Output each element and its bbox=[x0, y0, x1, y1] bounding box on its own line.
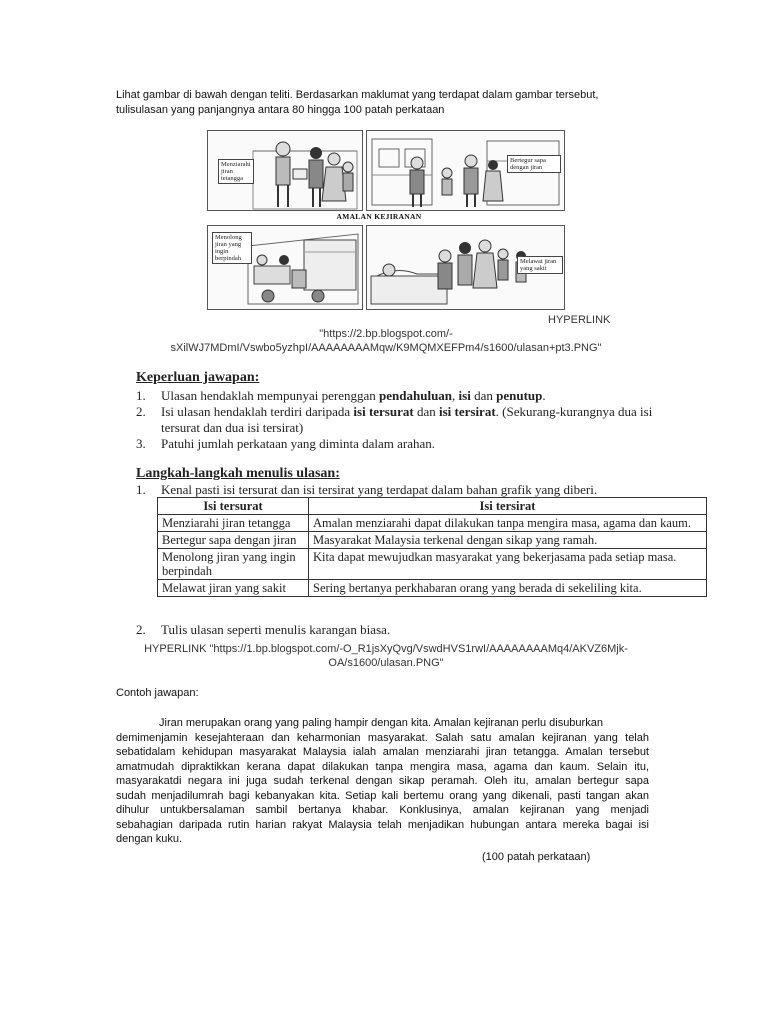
caption-visiting: Menziarahi jiran tetangga bbox=[218, 159, 254, 184]
paragraph-line: dengan kuku. bbox=[116, 833, 183, 845]
hyperlink-url-line-1[interactable]: "https://2.bp.blogspot.com/- bbox=[319, 328, 453, 340]
paragraph-line: sebahagian daripada rutin harian rakyat Malaysia telah menjadikan hubungan antara mereka bagai isi bbox=[116, 818, 649, 831]
keperluan-list bbox=[136, 388, 696, 458]
item-bold: isi tersurat bbox=[353, 404, 414, 419]
langkah-heading: Langkah-langkah menulis ulasan: bbox=[136, 466, 340, 481]
step-text: Kenal pasti isi tersurat dan isi tersirat yang terdapat dalam bahan grafik yang diberi. bbox=[161, 482, 598, 497]
caption-sick: Melawat jiran yang sakit bbox=[517, 256, 563, 274]
instruction-line-1: Lihat gambar di bawah dengan teliti. Berdasarkan maklumat yang terdapat dalam gambar tersebut, bbox=[116, 89, 599, 101]
item-text: dan bbox=[470, 388, 497, 403]
caption-greeting: Bertegur sapa dengan jiran bbox=[507, 155, 561, 173]
item-text: Isi ulasan hendaklah terdiri daripada bbox=[161, 404, 354, 419]
paragraph-line: demimenjamin kesejahteraan dan keharmonian masyarakat. Salah satu amalan kejiranan yang telah bbox=[116, 731, 649, 744]
table-cell: Bertegur sapa dengan jiran bbox=[158, 532, 309, 549]
step-number: 1. bbox=[136, 482, 146, 497]
contoh-paragraph bbox=[116, 716, 649, 847]
table-cell: Kita dapat mewujudkan masyarakat yang bekerjasama pada setiap masa. bbox=[309, 549, 707, 580]
table-cell: Masyarakat Malaysia terkenal dengan sikap yang ramah. bbox=[309, 532, 707, 549]
item-text: . (Sekurang-kurangnya dua isi bbox=[495, 404, 653, 419]
caption-helping: Menolong jiran yang ingin berpindah bbox=[212, 232, 252, 264]
table-cell: Amalan menziarahi dapat dilakukan tanpa mengira masa, agama dan kaum. bbox=[309, 515, 707, 532]
contoh-label: Contoh jawapan: bbox=[116, 687, 199, 699]
paragraph-line: Jiran merupakan orang yang paling hampir dengan kita. Amalan kejiranan perlu disuburkan bbox=[159, 717, 603, 729]
table-row bbox=[158, 532, 707, 549]
paragraph-line: dihulur untukbersalaman sambil bertanya khabar. Konklusinya, amalan kejiranan yang menjadi bbox=[116, 804, 649, 816]
isi-table bbox=[157, 497, 707, 597]
paragraph-line: masyarakatdi negara ini juga sudah terkenal dengan sikap peramah. Oleh itu, amalan bertegur sapa bbox=[116, 775, 649, 787]
step-text: Tulis ulasan seperti menulis karangan biasa. bbox=[161, 622, 391, 637]
hyperlink-label[interactable]: HYPERLINK bbox=[548, 314, 611, 326]
table-cell: Sering bertanya perkhabaran orang yang berada di sekeliling kita. bbox=[309, 580, 707, 597]
table-cell: Melawat jiran yang sakit bbox=[158, 580, 309, 597]
item-bold: penutup bbox=[496, 388, 543, 403]
table-row bbox=[158, 580, 707, 597]
item-bold: pendahuluan bbox=[379, 388, 453, 403]
keperluan-item-2-cont: tersurat dan dua isi tersirat) bbox=[161, 420, 304, 435]
step-number: 2. bbox=[136, 622, 146, 637]
item-text: Ulasan hendaklah mempunyai perenggan bbox=[161, 388, 380, 403]
item-number: 2. bbox=[136, 404, 146, 419]
table-header-cell: Isi tersurat bbox=[158, 498, 309, 515]
langkah-step-2 bbox=[136, 622, 696, 638]
hyperlink2-line-2[interactable]: OA/s1600/ulasan.PNG" bbox=[328, 657, 444, 669]
neighbourhood-illustration bbox=[207, 130, 565, 310]
item-bold: isi tersirat bbox=[438, 404, 496, 419]
panel-helping-move bbox=[207, 225, 363, 310]
table-row bbox=[158, 515, 707, 532]
hyperlink2-line-1[interactable]: HYPERLINK "https://1.bp.blogspot.com/-O_R1jsXyQvg/VswdHVS1rwI/AAAAAAAAMq4/AKVZ6Mjk- bbox=[144, 643, 628, 655]
paragraph-line: sebatidalam kehidupan masyarakat Malaysia ialah amalan menziarahi jiran tetangga. Amalan tersebut bbox=[116, 746, 649, 758]
table-row bbox=[158, 549, 707, 580]
instruction-line-2: tulisulasan yang panjangnya antara 80 hingga 100 patah perkataan bbox=[116, 104, 445, 116]
table-header-row bbox=[158, 498, 707, 515]
item-text: Patuhi jumlah perkataan yang diminta dalam arahan. bbox=[161, 436, 435, 451]
item-text: . bbox=[542, 388, 546, 403]
item-number: 3. bbox=[136, 436, 146, 451]
panel-visiting-neighbours bbox=[207, 130, 363, 211]
item-bold: isi bbox=[458, 388, 471, 403]
panel-greeting-neighbours bbox=[366, 130, 565, 211]
table-header-cell: Isi tersirat bbox=[309, 498, 707, 515]
word-count: (100 patah perkataan) bbox=[482, 851, 591, 863]
keperluan-heading: Keperluan jawapan: bbox=[136, 370, 260, 385]
illustration-title: AMALAN KEJIRANAN bbox=[336, 212, 422, 221]
paragraph-line: sudah menjadilumrah bagi kebanyakan kita. Setiap kali bertemu orang yang dikenali, pasti tangan akan bbox=[116, 789, 649, 802]
table-cell: Menziarahi jiran tetangga bbox=[158, 515, 309, 532]
langkah-step-1 bbox=[136, 482, 696, 498]
item-text: , bbox=[452, 388, 459, 403]
table-cell: Menolong jiran yang ingin berpindah bbox=[158, 549, 309, 580]
item-number: 1. bbox=[136, 388, 146, 403]
panel-visiting-sick bbox=[366, 225, 565, 310]
paragraph-line: amatmudah dipraktikkan kerana dapat dilakukan tanpa mengira masa, agama dan kaum. Selain itu, bbox=[116, 760, 649, 773]
hyperlink-url-line-2[interactable]: sXilWJ7MDmI/Vswbo5yzhpI/AAAAAAAAMqw/K9MQMXEFPm4/s1600/ulasan+pt3.PNG" bbox=[170, 342, 602, 354]
item-text: dan bbox=[413, 404, 439, 419]
